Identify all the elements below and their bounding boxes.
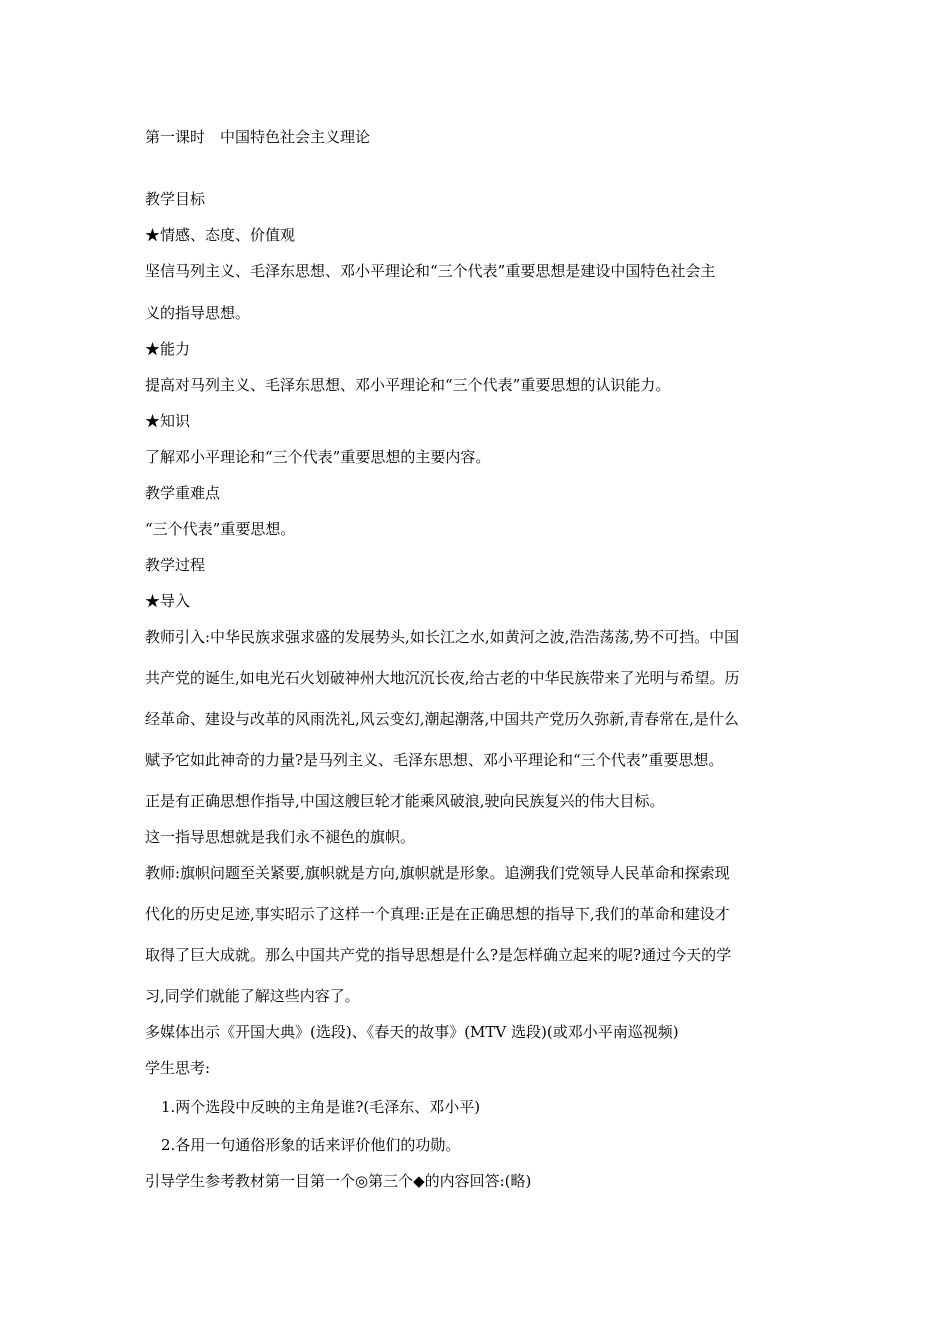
paragraph-line: 共产党的诞生,如电光石火划破神州大地沉沉长夜,给古老的中华民族带来了光明与希望。历 [145,669,740,687]
paragraph-line: “三个代表”重要思想。 [145,520,296,538]
subheading-emotion-attitude-values: ★情感、态度、价值观 [145,226,296,244]
list-item: 1.两个选段中反映的主角是谁?(毛泽东、邓小平) [161,1098,481,1116]
paragraph-line: 引导学生参考教材第一目第一个◎第三个◆的内容回答:(略) [145,1172,532,1190]
section-heading-process: 教学过程 [145,556,206,574]
paragraph-line: 提高对马列主义、毛泽东思想、邓小平理论和“三个代表”重要思想的认识能力。 [145,376,671,394]
list-item: 2.各用一句通俗形象的话来评价他们的功勋。 [161,1136,461,1154]
paragraph-line: 坚信马列主义、毛泽东思想、邓小平理论和“三个代表”重要思想是建设中国特色社会主 [145,262,716,280]
document-title: 第一课时 中国特色社会主义理论 [145,128,371,146]
subheading-ability: ★能力 [145,340,191,358]
paragraph-line: 义的指导思想。 [145,304,251,322]
section-heading-objectives: 教学目标 [145,190,206,208]
paragraph-line: 取得了巨大成就。那么中国共产党的指导思想是什么?是怎样确立起来的呢?通过今天的学 [145,946,732,964]
paragraph-line: 教师:旗帜问题至关紧要,旗帜就是方向,旗帜就是形象。追溯我们党领导人民革命和探索现 [145,864,730,882]
paragraph-line: 习,同学们就能了解这些内容了。 [145,987,360,1005]
paragraph-line: 多媒体出示《开国大典》(选段)、《春天的故事》(MTV 选段)(或邓小平南巡视频) [145,1023,679,1041]
paragraph-line: 这一指导思想就是我们永不褪色的旗帜。 [145,828,416,846]
paragraph-line: 正是有正确思想作指导,中国这艘巨轮才能乘风破浪,驶向民族复兴的伟大目标。 [145,792,665,810]
paragraph-line: 赋予它如此神奇的力量?是马列主义、毛泽东思想、邓小平理论和“三个代表”重要思想。 [145,751,724,769]
subheading-introduction: ★导入 [145,592,191,610]
paragraph-line: 教师引入:中华民族求强求盛的发展势头,如长江之水,如黄河之波,浩浩荡荡,势不可挡。中国 [145,628,740,646]
paragraph-line: 经革命、建设与改革的风雨洗礼,风云变幻,潮起潮落,中国共产党历久弥新,青春常在,是什么 [145,710,739,728]
paragraph-line: 代化的历史足迹,事实昭示了这样一个真理:正是在正确思想的指导下,我们的革命和建设才 [145,905,730,923]
paragraph-line: 了解邓小平理论和“三个代表”重要思想的主要内容。 [145,448,491,466]
subheading-knowledge: ★知识 [145,412,191,430]
section-heading-key-points: 教学重难点 [145,484,221,502]
paragraph-line: 学生思考: [145,1059,211,1077]
